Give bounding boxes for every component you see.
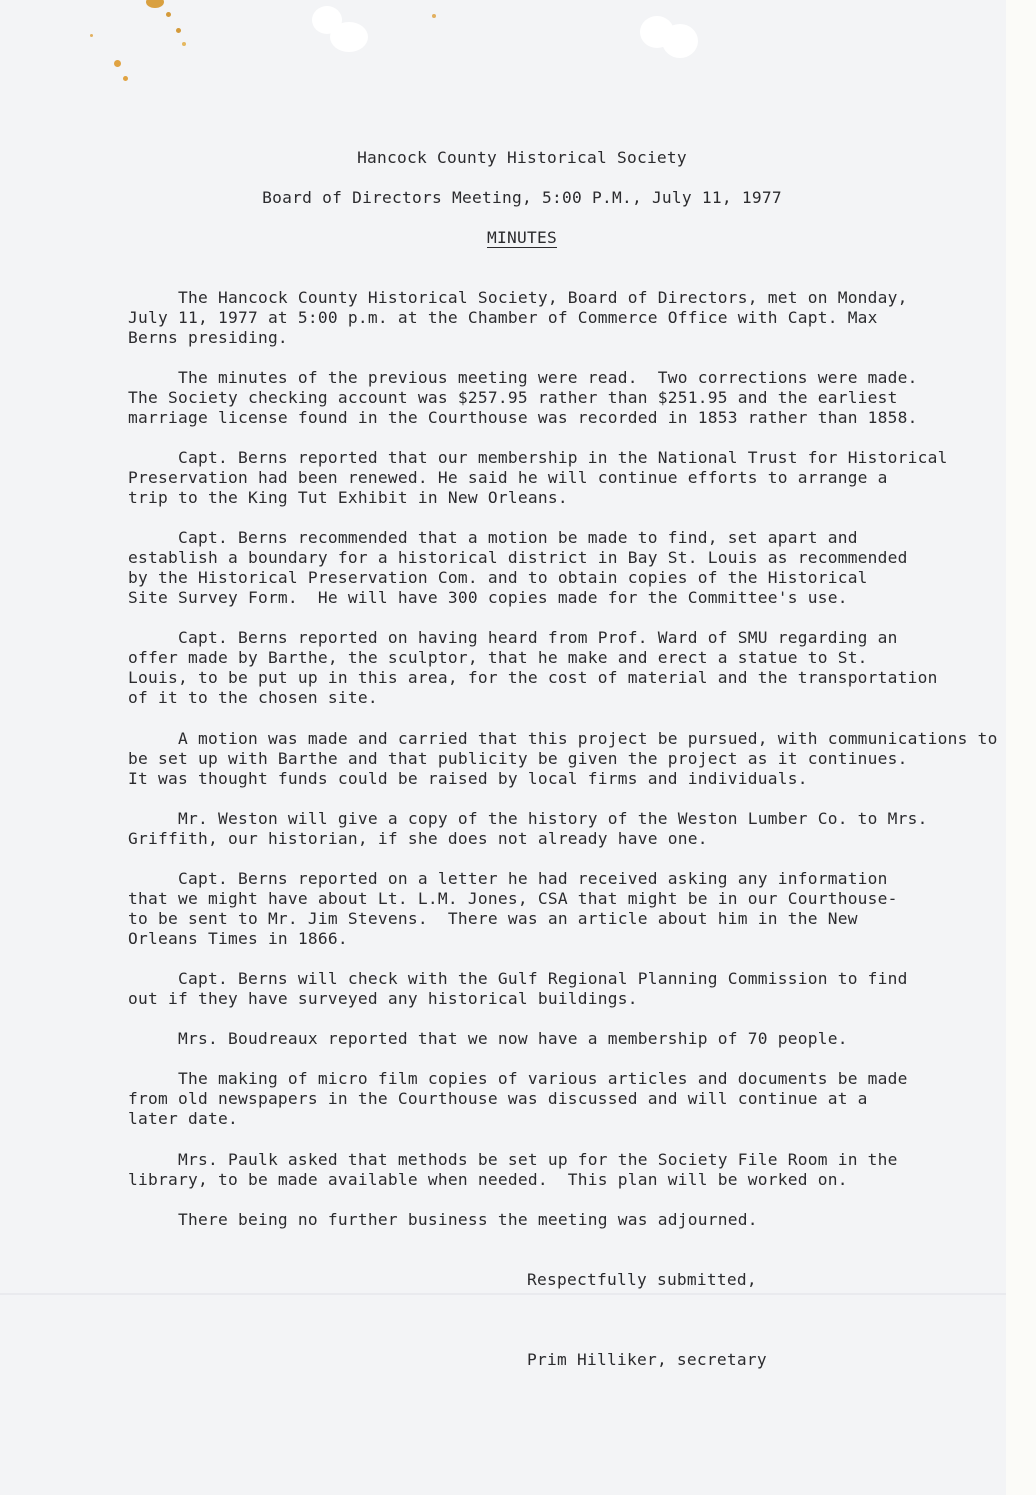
paragraph-historical-district: Capt. Berns recommended that a motion be made to find, set apart and establish a boundary for a historical district in Bay St. Louis as recommended by the Historical Preservation Com. and to obtain copies of the Historical Site Survey Form. He will have 300 copies made for the Committee's use.	[128, 528, 908, 608]
stain-mark	[90, 34, 93, 37]
punch-mark	[330, 22, 368, 52]
paragraph-previous-minutes: The minutes of the previous meeting were read. Two corrections were made. The Society checking account was $257.95 rather than $251.95 and the earliest marriage license found in the Courthouse was recorded in 1853 rather than 1858.	[128, 368, 918, 428]
page-fold	[0, 1293, 1006, 1295]
paragraph-letter-jones: Capt. Berns reported on a letter he had received asking any information that we might have about Lt. L.M. Jones, CSA that might be in our Courthouse- to be sent to Mr. Jim Stevens. There was an article about him in the New Orleans Times in 1866.	[128, 869, 898, 949]
paragraph-gulf-regional: Capt. Berns will check with the Gulf Regional Planning Commission to find out if they have surveyed any historical buildings.	[128, 969, 908, 1009]
paragraph-micro-film: The making of micro film copies of various articles and documents be made from old newspapers in the Courthouse was discussed and will continue at a later date.	[128, 1069, 908, 1129]
stain-mark	[432, 14, 436, 18]
minutes-heading-text: MINUTES	[487, 228, 557, 247]
paragraph-adjourned: There being no further business the meeting was adjourned.	[128, 1210, 758, 1229]
meeting-title: Board of Directors Meeting, 5:00 P.M., July 11, 1977	[262, 188, 782, 207]
secretary-signature: Prim Hilliker, secretary	[527, 1350, 767, 1369]
paragraph-file-room: Mrs. Paulk asked that methods be set up for the Society File Room in the library, to be made available when needed. This plan will be worked on.	[128, 1150, 898, 1190]
stain-mark	[182, 42, 186, 46]
punch-mark	[662, 24, 698, 58]
paragraph-motion-carried: A motion was made and carried that this project be pursued, with communications to be set up with Barthe and that publicity be given the project as it continues. It was thought funds could be raised by local firms and individuals.	[128, 729, 998, 789]
page-edge	[1006, 0, 1036, 1495]
minutes-heading	[0, 228, 1006, 247]
closing-salutation: Respectfully submitted,	[527, 1270, 757, 1289]
stain-mark	[166, 12, 171, 17]
stain-mark	[146, 0, 164, 8]
stain-mark	[123, 76, 128, 81]
paragraph-weston-lumber: Mr. Weston will give a copy of the history of the Weston Lumber Co. to Mrs. Griffith, our historian, if she does not already have one.	[128, 809, 928, 849]
paragraph-membership: Mrs. Boudreaux reported that we now have a membership of 70 people.	[128, 1029, 848, 1048]
stain-mark	[176, 28, 181, 33]
paragraph-national-trust: Capt. Berns reported that our membership in the National Trust for Historical Preservation had been renewed. He said he will continue efforts to arrange a trip to the King Tut Exhibit in New Orleans.	[128, 448, 948, 508]
paragraph-statue-offer: Capt. Berns reported on having heard from Prof. Ward of SMU regarding an offer made by Barthe, the sculptor, that he make and erect a statue to St. Louis, to be put up in this area, for the cost of material and the transportation of it to the chosen site.	[128, 628, 938, 708]
stain-mark	[114, 60, 121, 67]
paragraph-meeting-opened: The Hancock County Historical Society, Board of Directors, met on Monday, July 11, 1977 at 5:00 p.m. at the Chamber of Commerce Office with Capt. Max Berns presiding.	[128, 288, 908, 348]
organization-title: Hancock County Historical Society	[357, 148, 687, 167]
